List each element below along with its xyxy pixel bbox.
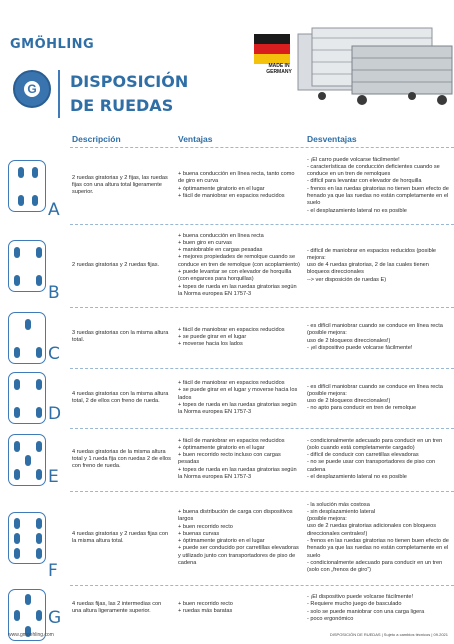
wheel-icon (36, 518, 42, 529)
wheel-icon (25, 455, 31, 466)
wheel-icon (14, 275, 20, 286)
wheel-icon (14, 469, 20, 480)
arrangement-letter: F (48, 561, 58, 581)
title-line-2: DE RUEDAS (70, 96, 174, 115)
made-in-germany-label: MADE IN GERMANY (266, 63, 292, 75)
wheel-icon (14, 407, 20, 418)
row-divider (70, 585, 454, 586)
wheel-diagram-icon (8, 372, 46, 424)
row-descripcion: 4 ruedas fijas, las 2 intermedias con una altura ligeramente superior. (72, 601, 162, 615)
wheel-icon (14, 347, 20, 358)
wheel-diagram-icon (8, 160, 46, 212)
arrangement-letter: G (48, 608, 62, 628)
row-desventajas: - la solución más costosa - sin desplazamiento lateral (posible mejora: uso de 2 ruedas giratorias adicionales con bloqueos direccionales centrales!) - frenos en las ruedas giratorias no tienen buen efecto de frenado ya que las ruedas no están completamente en el suelo - condicionalmente adecuado para conducir en un tren (solo con „frenos de giro“) (307, 501, 449, 574)
row-descripcion: 4 ruedas giratorias y 2 ruedas fijas con la misma altura total. (72, 530, 169, 544)
title-divider (58, 70, 60, 118)
row-ventajas: + buena distribución de carga con dispositivos largos + buen recorrido recto + buenas curvas + óptimamente giratorio en el lugar + puede ser conducido por carretillas elevadoras y utilizado junto con transportadores de piso de cadena (178, 509, 299, 567)
wheel-icon (36, 441, 42, 452)
table-row (0, 147, 454, 224)
row-divider (70, 491, 454, 492)
wheel-icon (18, 195, 24, 206)
wheel-icon (36, 469, 42, 480)
row-ventajas: + fácil de maniobrar en espacios reducidos + se puede girar en el lugar + moverse hacia los lados (178, 326, 285, 348)
row-divider (70, 428, 454, 429)
wheel-icon (32, 167, 38, 178)
wheel-icon (14, 441, 20, 452)
row-ventajas: + buena conducción en línea recta + buen giro en curvas + maniobrable en cargas pesadas + mejores propiedades de remolque cuando se conduce en tren de remolque (con acoplamiento) + puede levantar se con elevador de horquilla (con engarces para horquillas) + topes de rueda en las ruedas giratorias según la Norma europea EN 1757-3 (178, 232, 300, 297)
wheel-diagram-icon (8, 512, 46, 564)
quality-seal-icon (13, 70, 51, 108)
wheel-icon (32, 195, 38, 206)
arrangement-letter: A (48, 200, 60, 220)
row-desventajas: - ¡El dispositivo puede volcarse fácilmente! - Requiere mucho juego de basculado - solo se puede maniobrar con una carga ligera - poco ergonómico (307, 594, 425, 622)
wheel-icon (14, 518, 20, 529)
table-row (0, 428, 454, 491)
row-descripcion: 4 ruedas giratorias con la misma altura total, 2 de ellos con freno de rueda. (72, 390, 169, 404)
wheel-icon (25, 319, 31, 330)
column-header-ventajas: Ventajas (178, 134, 213, 144)
row-ventajas: + buen recorrido recto + ruedas más baratas (178, 601, 233, 615)
cart-product-image (292, 24, 454, 110)
row-descripcion: 2 ruedas giratorias y 2 fijas, las ruedas fijas con una altura total ligeramente superior. (72, 174, 168, 196)
wheel-icon (25, 594, 31, 605)
wheel-icon (36, 347, 42, 358)
wheel-icon (36, 275, 42, 286)
wheel-icon (14, 379, 20, 390)
row-ventajas: + fácil de maniobrar en espacios reducidos + se puede girar en el lugar y moverse hacia los lados + topes de rueda en las ruedas giratorias según la Norma europea EN 1757-3 (178, 380, 298, 416)
wheel-diagram-icon (8, 434, 46, 486)
page-title (70, 70, 188, 118)
table-row (0, 224, 454, 307)
row-divider (70, 368, 454, 369)
table-row (0, 307, 454, 368)
brand-logo: GMÖHLING (10, 37, 95, 52)
table-row (0, 368, 454, 428)
row-desventajas: - es difícil maniobrar cuando se conduce en línea recta (posible mejora: uso de 2 bloqueos direccionales!) - no apto para conducir en tren de remolque (307, 383, 443, 412)
wheel-icon (36, 548, 42, 559)
wheel-icon (14, 548, 20, 559)
wheel-icon (36, 610, 42, 621)
wheel-icon (36, 379, 42, 390)
row-divider (70, 147, 454, 148)
wheel-diagram-icon (8, 240, 46, 292)
row-desventajas: - ¡El carro puede volcarse fácilmente! - características de conducción deficientes cuando se conduce en un tren de remolques - difícil para levantar con elevador de horquilla - frenos en las ruedas giratorias no tienen buen efecto de frenado ya que las ruedas no están completamente en el suelo - el desplazamiento lateral no es posible (307, 156, 449, 214)
header (0, 0, 454, 118)
row-divider (70, 307, 454, 308)
arrangement-letter: B (48, 283, 60, 303)
wheel-icon (14, 247, 20, 258)
row-desventajas: - condicionalmente adecuado para conducir en un tren (solo cuando está completamente cargado) - difícil de conducir con carretillas elevadoras - no se puede usar con transportadores de piso con cadena - el desplazamiento lateral no es posible (307, 437, 443, 480)
title-line-1: DISPOSICIÓN (70, 72, 189, 91)
wheel-icon (36, 407, 42, 418)
table-row (0, 585, 454, 632)
column-header-descripcion: Descripción (72, 134, 121, 144)
wheel-icon (14, 533, 20, 544)
wheel-icon (36, 533, 42, 544)
germany-flag-icon (254, 34, 290, 64)
wheel-icon (18, 167, 24, 178)
arrangement-letter: C (48, 344, 60, 364)
table-row (0, 491, 454, 585)
row-desventajas: - difícil de maniobrar en espacios reducidos (posible mejora: uso de 4 ruedas giratorias, 2 de las cuales tienen bloqueos direccionales --> ver disposición de ruedas E) (307, 247, 437, 283)
row-descripcion: 2 ruedas giratorias y 2 ruedas fijas. (72, 262, 160, 268)
row-desventajas: - es difícil maniobrar cuando se conduce en línea recta (posible mejora: uso de 2 bloqueos direccionales!) - ¡el dispositivo puede volcarse fácilmente! (307, 323, 443, 351)
row-ventajas: + fácil de maniobrar en espacios reducidos + óptimamente giratorio en el lugar + buen recorrido recto incluso con cargas pesadas + topes de rueda en las ruedas giratorias según la Norma europea EN 1757-3 (178, 437, 297, 480)
row-descripcion: 4 ruedas giratorias de la misma altura total y 1 rueda fija con ruedas 2 de ellos con freno de rueda. (72, 448, 171, 470)
wheel-icon (14, 610, 20, 621)
footer-note: DISPOSICIÓN DE RUEDAS | Sujeto a cambios técnicos | 09.2021 (329, 632, 448, 637)
row-ventajas: + buena conducción en línea recta, tanto como de giro en curva + óptimamente giratorio en el lugar + fácil de maniobrar en espacios reducidos (178, 171, 295, 199)
footer-website: www.gmoehling.com (8, 632, 54, 638)
wheel-diagram-icon (8, 312, 46, 364)
seal-letter: G (24, 81, 40, 97)
arrangement-letter: D (48, 404, 62, 424)
arrangement-letter: E (48, 467, 59, 487)
column-header-desventajas: Desventajas (307, 134, 357, 144)
row-divider (70, 224, 454, 225)
row-descripcion: 3 ruedas giratorias con la misma altura total. (72, 330, 169, 344)
wheel-icon (36, 247, 42, 258)
